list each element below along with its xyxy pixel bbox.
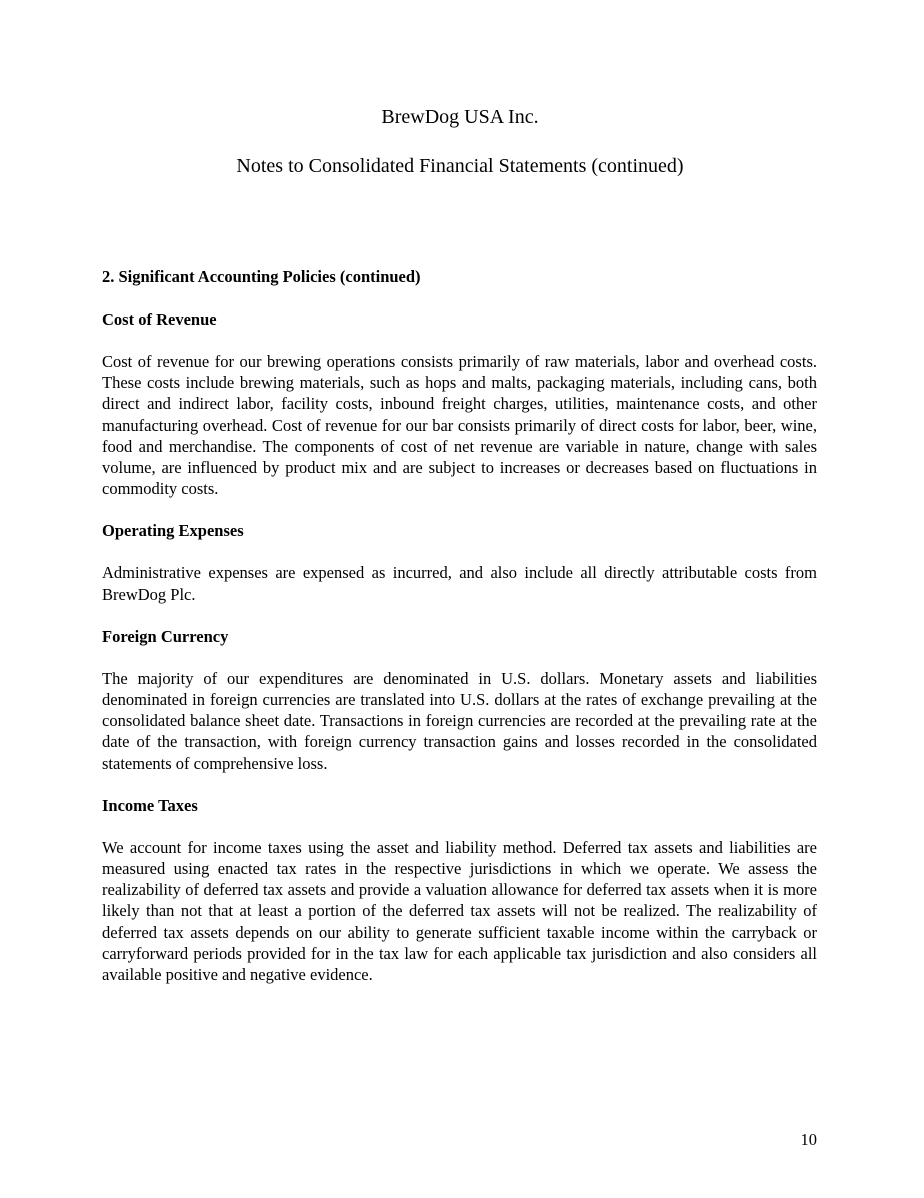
paragraph-foreign-currency: The majority of our expenditures are denominated in U.S. dollars. Monetary assets and liabilities denominated in foreign currencies are translated into U.S. dollars at the rates of exchange prevailing at the consolidated balance sheet date. Transactions in foreign currencies are recorded at the prevailing rate at the date of the transaction, with foreign currency transaction gains and losses recorded in the consolidated statements of comprehensive loss. xyxy=(102,668,817,773)
heading-cost-of-revenue: Cost of Revenue xyxy=(102,310,217,329)
page-number: 10 xyxy=(800,1130,817,1149)
paragraph-operating-expenses: Administrative expenses are expensed as incurred, and also include all directly attributable costs from BrewDog Plc. xyxy=(102,563,817,604)
heading-foreign-currency: Foreign Currency xyxy=(102,626,229,646)
paragraph-income-taxes: We account for income taxes using the asset and liability method. Deferred tax assets and liabilities are measured using enacted tax rates in the respective jurisdictions in which we operate. We assess the realizability of deferred tax assets and provide a valuation allowance for deferred tax assets when it is more likely than not that at least a portion of the deferred tax assets will not be realized. The realizability of deferred tax assets depends on our ability to generate sufficient taxable income within the carryback or carryforward periods provided for in the tax law for each applicable tax jurisdiction and also considers all available positive and negative evidence. xyxy=(102,837,817,985)
document-subtitle: Notes to Consolidated Financial Statements (continued) xyxy=(236,155,684,177)
heading-income-taxes: Income Taxes xyxy=(102,795,198,815)
heading-operating-expenses: Operating Expenses xyxy=(102,521,244,541)
company-name: BrewDog USA Inc. xyxy=(381,106,539,128)
notes-content xyxy=(102,266,817,1006)
section-title: 2. Significant Accounting Policies (continued) xyxy=(102,267,421,286)
paragraph-cost-of-revenue: Cost of revenue for our brewing operations consists primarily of raw materials, labor and overhead costs. These costs include brewing materials, such as hops and malts, packaging materials, including cans, both direct and indirect labor, facility costs, inbound freight charges, utilities, maintenance costs, and other manufacturing overhead. Cost of revenue for our bar consists primarily of direct costs for labor, beer, wine, food and merchandise. The components of cost of net revenue are variable in nature, change with sales volume, are influenced by product mix and are subject to increases or decreases based on fluctuations in commodity costs. xyxy=(102,352,817,499)
